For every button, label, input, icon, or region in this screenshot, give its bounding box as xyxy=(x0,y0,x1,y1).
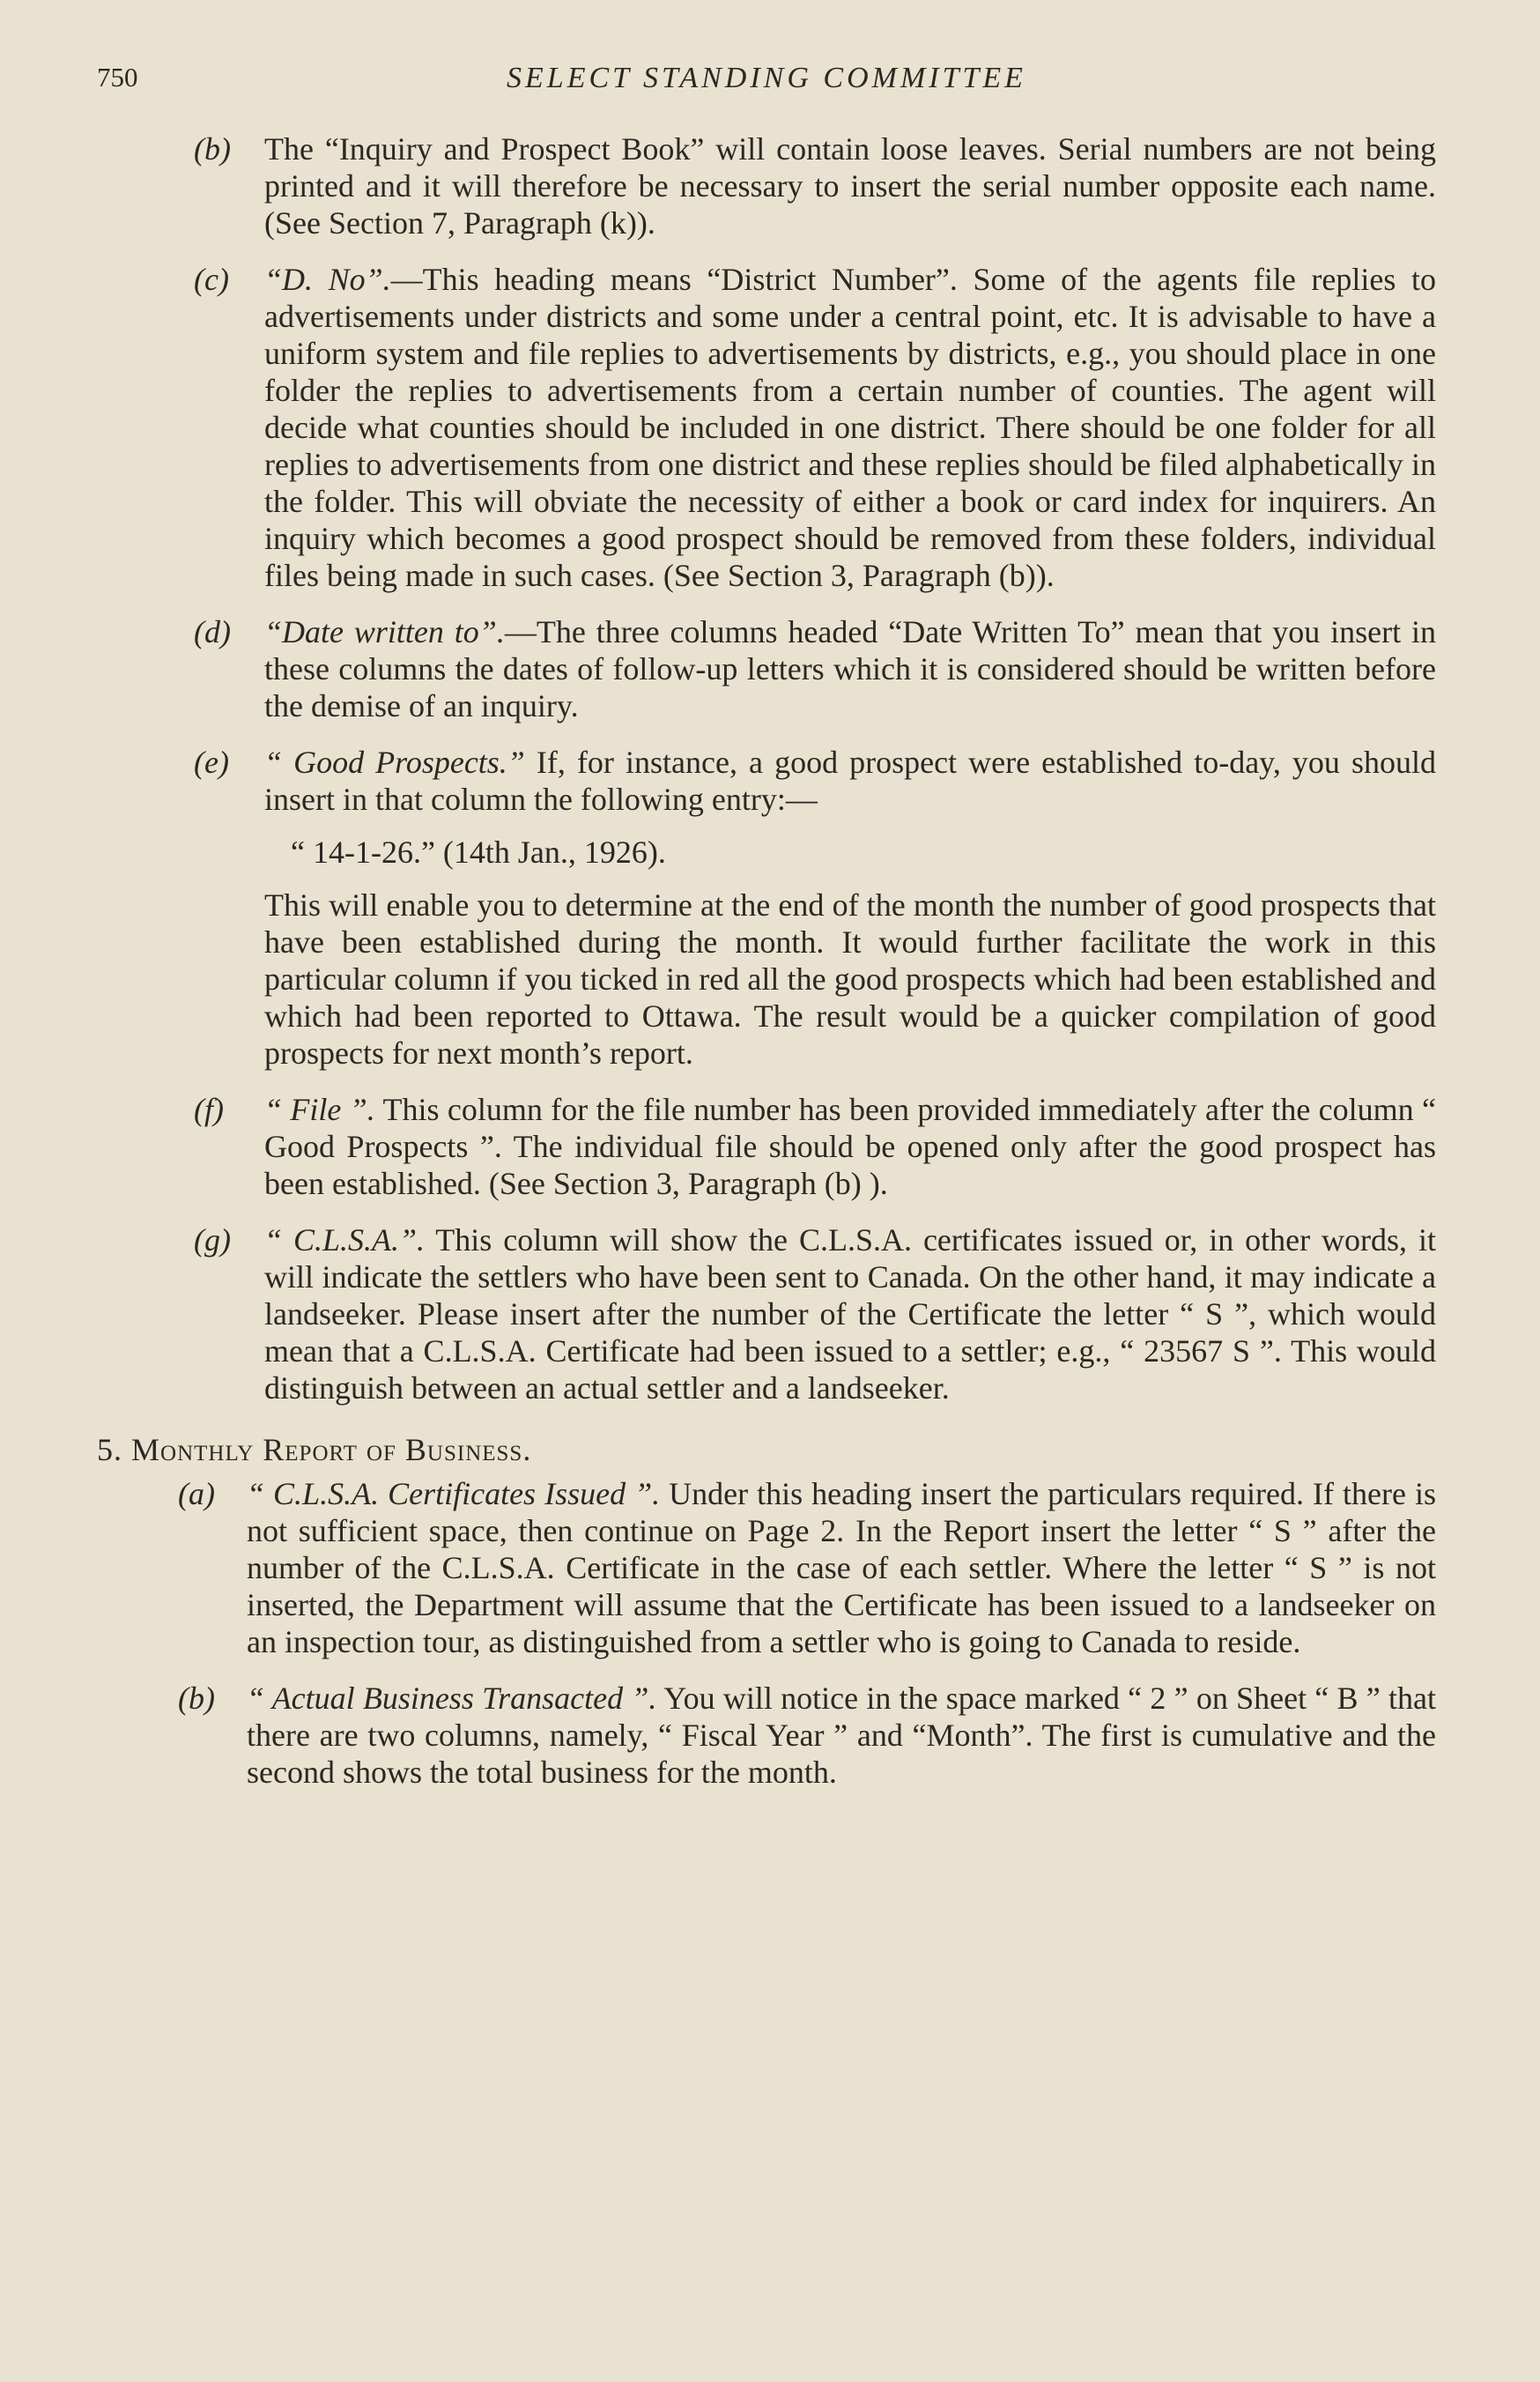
item-paragraph xyxy=(264,1221,1436,1406)
section5-item-b xyxy=(97,1680,1436,1791)
item-label: (d) xyxy=(194,614,231,649)
page-number: 750 xyxy=(97,62,138,93)
item-label: (a) xyxy=(178,1476,215,1511)
item-heading: “ C.L.S.A. Certificates Issued ”. xyxy=(247,1476,661,1511)
item-c xyxy=(97,261,1436,594)
item-d xyxy=(97,613,1436,724)
item-paragraph xyxy=(264,744,1436,818)
item-text: This column will show the C.L.S.A. certificates issued or, in other words, it will indicate the settlers who have been sent to Canada. On the other hand, it may indicate a landseeker. Please insert after the number of the Certificate the letter “ S ”, which would mean that a C.L.S.A. Certificate had been issued to a settler; e.g., “ 23567 S ”. This would distinguish between an actual settler and a landseeker. xyxy=(264,1222,1436,1406)
item-paragraph xyxy=(247,1475,1436,1660)
body-text xyxy=(97,130,1436,1810)
item-paragraph xyxy=(247,1680,1436,1791)
item-label: (f) xyxy=(194,1092,224,1127)
item-paragraph xyxy=(264,261,1436,594)
item-text: —This heading means “District Number”. Some of the agents file replies to advertisements under districts and some under a central point, etc. It is advisable to have a uniform system and file replies to advertisements by districts, e.g., you should place in one folder the replies to advertisements from a certain number of counties. The agent will decide what counties should be included in one district. There should be one folder for all replies to advertisements from one district and these replies should be filed alphabetically in the folder. This will obviate the necessity of either a book or card index for inquirers. An inquiry which becomes a good prospect should be removed from these folders, individual files being made in such cases. (See Section 3, Paragraph (b)). xyxy=(264,262,1436,593)
item-f xyxy=(97,1091,1436,1202)
item-heading: “ C.L.S.A.”. xyxy=(264,1222,426,1258)
item-heading: “Date written to”. xyxy=(264,614,505,649)
item-text: If, for instance, a good prospect were established to-day, you should insert in that column the following entry:— xyxy=(264,745,1436,817)
item-text: The “Inquiry and Prospect Book” will contain loose leaves. Serial numbers are not being printed and it will therefore be necessary to insert the serial number opposite each name. (See Section 7, Paragraph (k)). xyxy=(264,131,1436,241)
page-header xyxy=(97,62,1436,115)
date-entry-example: “ 14-1-26.” (14th Jan., 1926). xyxy=(291,835,666,870)
item-b xyxy=(97,130,1436,241)
item-label: (b) xyxy=(178,1681,215,1716)
item-heading: “ File ”. xyxy=(264,1092,375,1127)
item-text: Under this heading insert the particulars required. If there is not sufficient space, then continue on Page 2. In the Report insert the letter “ S ” after the number of the C.L.S.A. Certificate in the case of each settler. Where the letter “ S ” is not inserted, the Department will assume that the Certificate has been issued to a landseeker on an inspection tour, as distinguished from a settler who is going to Canada to reside. xyxy=(247,1476,1436,1659)
section-heading: 5. Monthly Report of Business. xyxy=(97,1432,532,1467)
item-heading: “ Good Prospects.” xyxy=(264,745,525,780)
item-paragraph xyxy=(264,613,1436,724)
item-label: (c) xyxy=(194,262,229,297)
item-e xyxy=(97,744,1436,1072)
item-text: This column for the file number has been provided immediately after the column “ Good Prospects ”. The individual file should be opened only after the good prospect has been established. (See Section 3, Paragraph (b) ). xyxy=(264,1092,1437,1201)
item-text: —The three columns headed “Date Written To” mean that you insert in these columns the dates of follow-up letters which it is considered should be written before the demise of an inquiry. xyxy=(264,614,1437,724)
item-label: (e) xyxy=(194,745,229,780)
item-paragraph xyxy=(264,1091,1436,1202)
running-title: SELECT STANDING COMMITTEE xyxy=(507,62,1026,94)
section5-item-a xyxy=(97,1475,1436,1660)
item-g xyxy=(97,1221,1436,1406)
item-heading: “ Actual Business Transacted ”. xyxy=(247,1681,657,1716)
item-label: (b) xyxy=(194,131,231,167)
item-text: You will notice in the space marked “ 2 ” on Sheet “ B ” that there are two columns, namely, “ Fiscal Year ” and “Month”. The first is cumulative and the second shows the total business for the month. xyxy=(247,1681,1436,1790)
item-continuation: This will enable you to determine at the end of the month the number of good prospects that have been established during the month. It would further facilitate the work in this particular column if you ticked in red all the good prospects which had been established and which had been reported to Ottawa. The result would be a quicker compilation of good prospects for next month’s report. xyxy=(264,887,1436,1071)
item-heading: “D. No”. xyxy=(264,262,391,297)
item-label: (g) xyxy=(194,1222,231,1258)
